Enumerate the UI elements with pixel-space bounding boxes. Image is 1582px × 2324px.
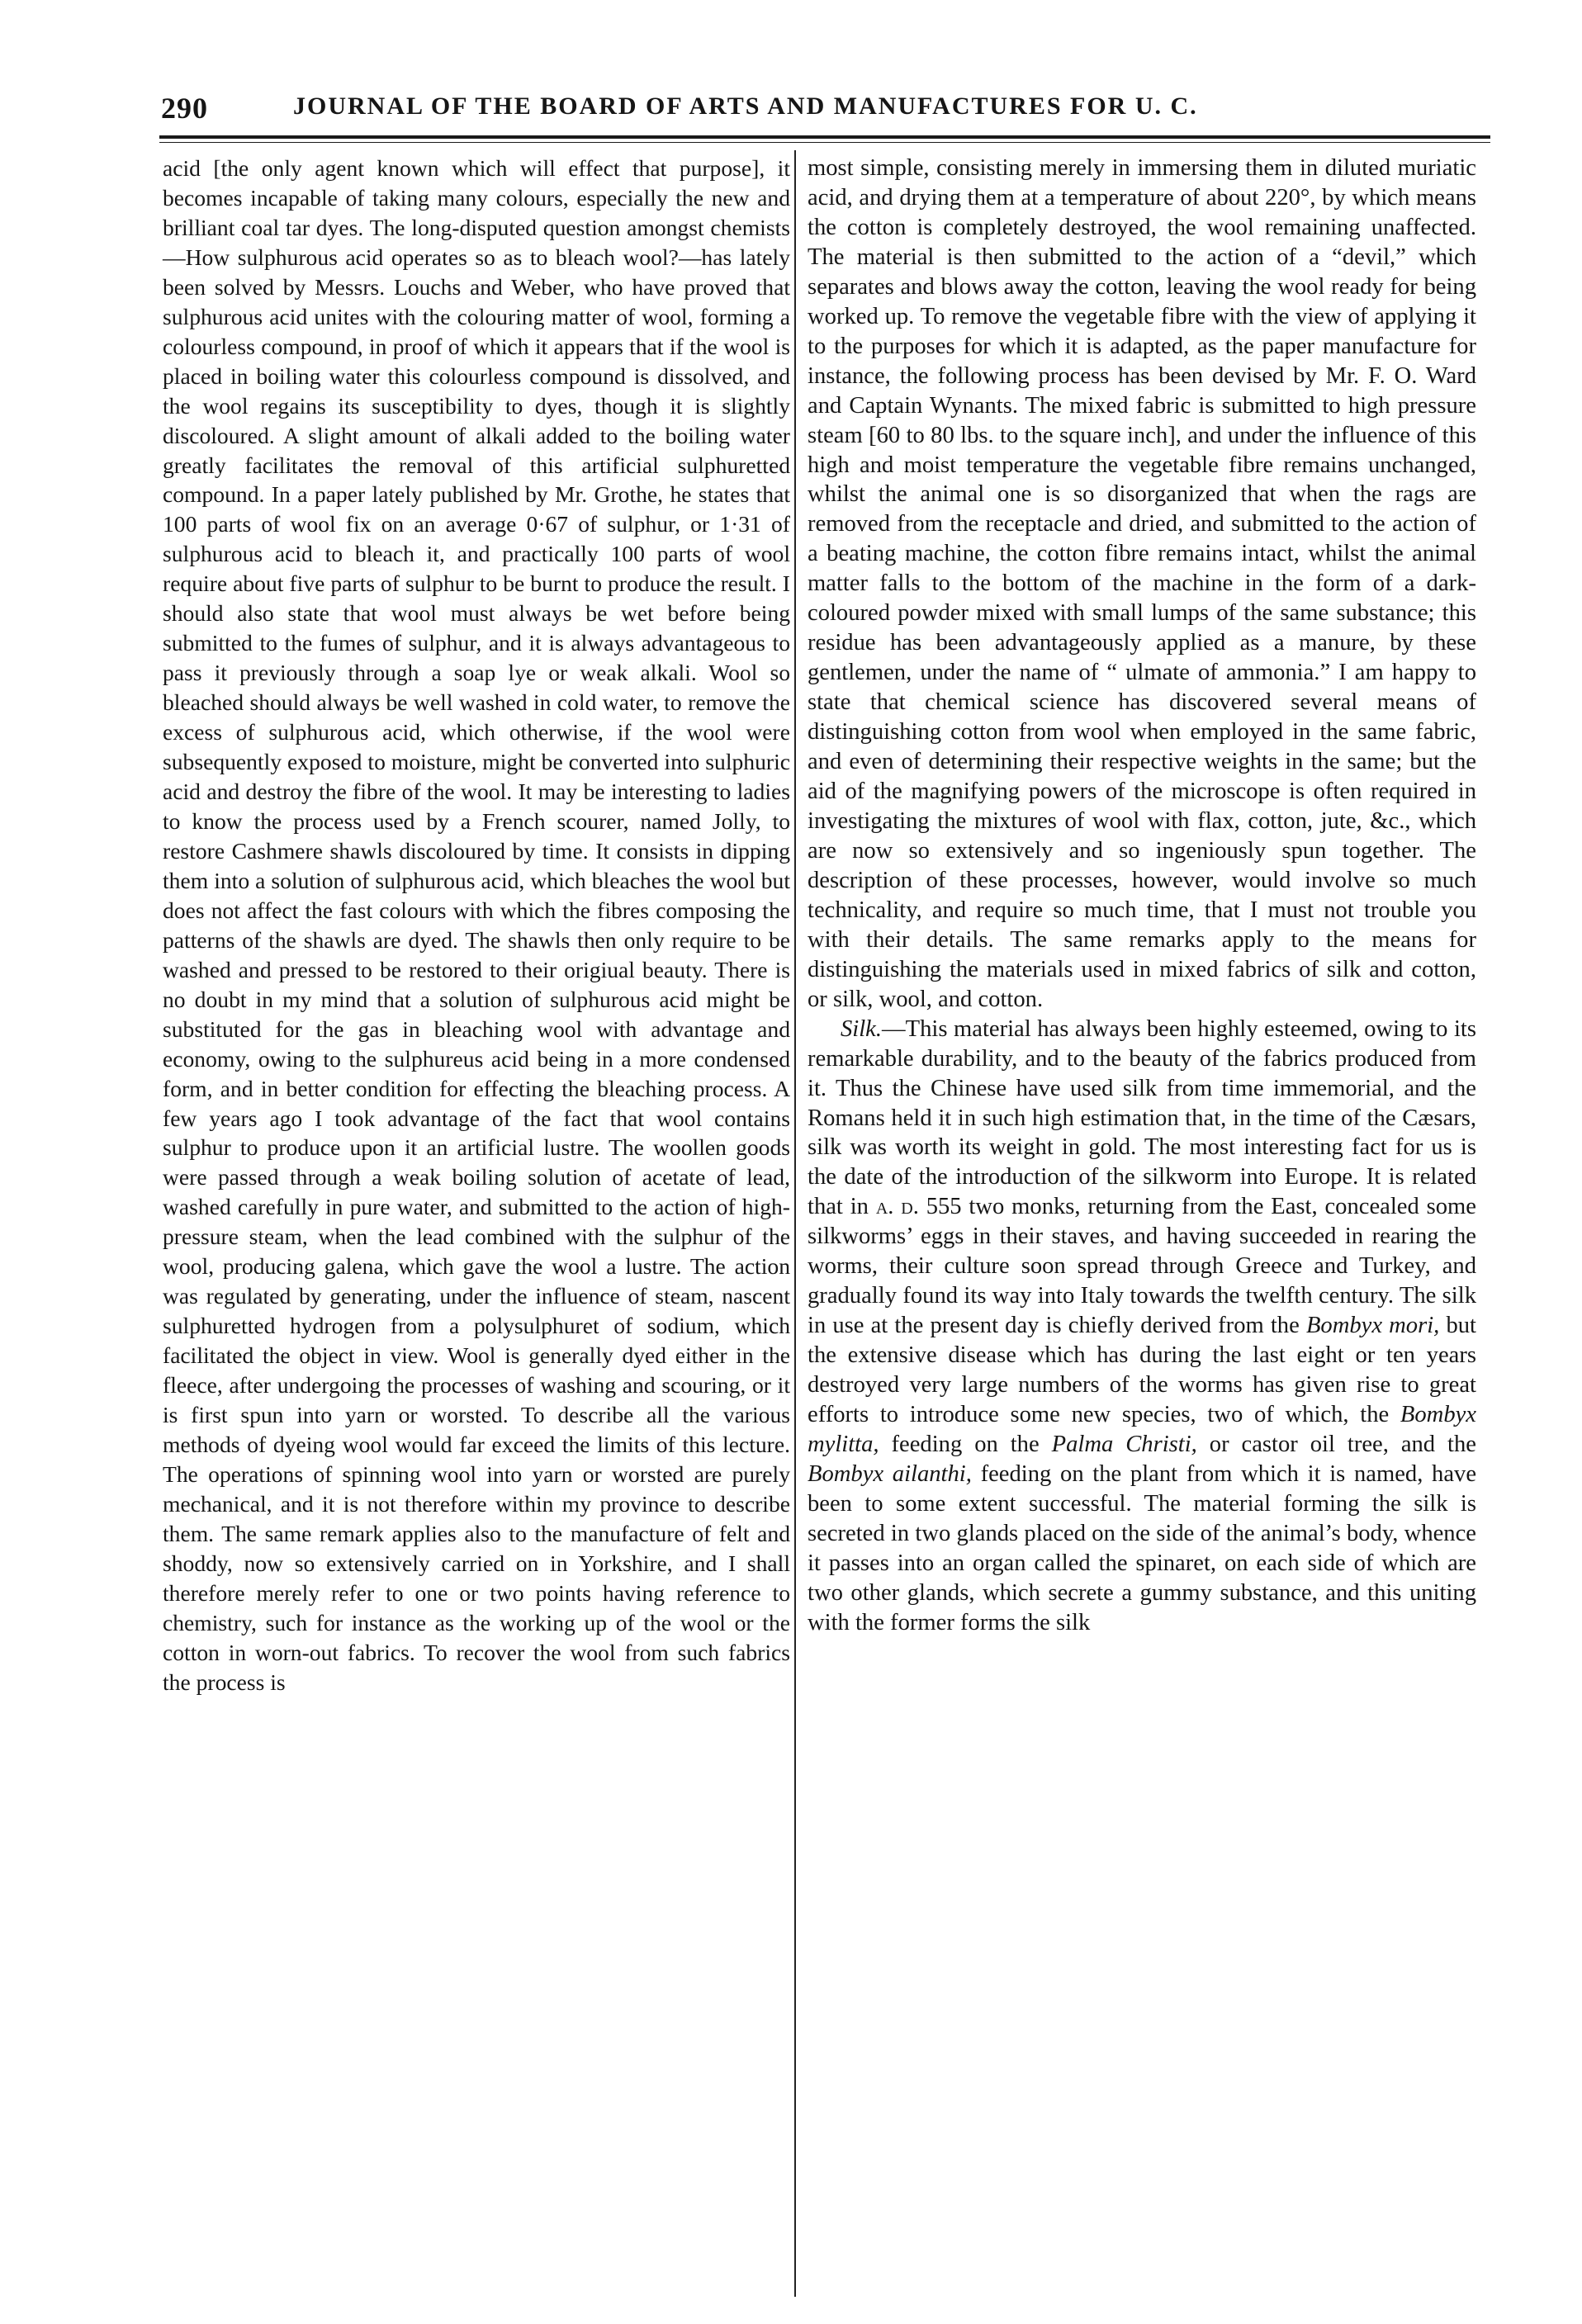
species-bombyx-ailanthi: Bombyx ailanthi,	[808, 1460, 972, 1487]
silk-text-a: —This material has always been highly esteemed, owing to its remarkable durability, and to the beauty of the fabrics produced from it. Thus the Chinese have used silk from time immemorial, and the Romans held it in such high estimation that, in the time of the Cæsars, silk was worth its weight in gold. The most interesting fact for us is the date of the introduction of the silkworm into Europe. It is related that in	[808, 1015, 1476, 1220]
header-rule-thick	[159, 135, 1490, 139]
right-column	[808, 154, 1476, 1638]
species-bombyx-mylitta: Bombyx mylitta,	[808, 1402, 1476, 1457]
left-column	[163, 154, 790, 1697]
right-paragraph-silk	[808, 1015, 1476, 1638]
silk-text-c: but the extensive disease which has during the last eight or ten years destroyed very large numbers of the worms has given rise to great efforts to introduce some new species, two of which, the	[808, 1313, 1476, 1428]
anno-domini: a. d.	[875, 1194, 919, 1220]
silk-text-e: or castor oil tree, and the	[1196, 1431, 1476, 1457]
header-rule-thin	[159, 142, 1490, 143]
plant-palma-christi: Palma Christi,	[1051, 1431, 1197, 1457]
journal-title: JOURNAL OF THE BOARD OF ARTS AND MANUFACTURES FOR U. C.	[293, 92, 1198, 120]
silk-text-d: feeding on the	[879, 1431, 1052, 1457]
right-paragraph-1: most simple, consisting merely in immersing them in diluted muriatic acid, and drying them at a temperature of about 220°, by which means the cotton is completely destroyed, the wool remaining unaffected. The material is then submitted to the action of a “devil,” which separates and blows away the cotton, leaving the wool ready for being worked up. To remove the vegetable fibre with the view of applying it to the purposes for which it is adapted, as the paper manufacture for instance, the following process has been devised by Mr. F. O. Ward and Captain Wynants. The mixed fabric is submitted to high pressure steam [60 to 80 lbs. to the square inch], and under the influence of this high and moist temperature the vegetable fibre remains unchanged, whilst the animal one is so disorganized that when the rags are removed from the receptacle and dried, and submitted to the action of a beating machine, the cotton fibre remains intact, whilst the animal matter falls to the bottom of the machine in the form of a dark-coloured powder mixed with small lumps of the same substance; this residue has been advantageously applied as a manure, by these gentlemen, under the name of “ ulmate of ammonia.” I am happy to state that chemical science has discovered several means of distinguishing cotton from wool when employed in the same fabric, and even of determining their respective weights in the same; but the aid of the magnifying powers of the microscope is often required in investigating the mixtures of wool with flax, cotton, jute, &c., which are now so extensively and so ingeniously spun together. The description of these processes, however, would involve so much technicality, and require so much time, that I must not trouble you with their details. The same remarks apply to the means for distinguishing the materials used in mixed fabrics of silk and cotton, or silk, wool, and cotton.	[808, 155, 1476, 1012]
silk-text-b: 555 two monks, returning from the East, concealed some silkworms’ eggs in their staves, and having succeeded in rearing the worms, their culture soon spread through Greece and Turkey, and gradually found its way into Italy towards the twelfth century. The silk in use at the present day is chiefly derived from the	[808, 1194, 1476, 1339]
silk-text-f: feeding on the plant from which it is named, have been to some extent successful. The material forming the silk is secreted in two glands placed on the side of the animal’s body, whence it passes into an organ called the spinaret, on each side of which are two other glands, which secrete a gummy substance, and this uniting with the former forms the silk	[808, 1460, 1477, 1635]
column-divider	[794, 150, 796, 2297]
running-head	[0, 83, 1582, 132]
species-bombyx-mori: Bombyx mori,	[1305, 1313, 1440, 1339]
silk-section-heading: Silk.	[841, 1015, 883, 1042]
left-paragraph-1: acid [the only agent known which will effect that purpose], it becomes incapable of taking many colours, especially the new and brilliant coal tar dyes. The long-disputed question amongst chemists—How sulphurous acid operates so as to bleach wool?—has lately been solved by Messrs. Louchs and Weber, who have proved that sulphurous acid unites with the colouring matter of wool, forming a colourless compound, in proof of which it appears that if the wool is placed in boiling water this colourless compound is dissolved, and the wool regains its susceptibility to dyes, though it is slightly discoloured. A slight amount of alkali added to the boiling water greatly facilitates the removal of this artificial sulphuretted compound. In a paper lately published by Mr. Grothe, he states that 100 parts of wool fix on an average 0·67 of sulphur, or 1·31 of sulphurous acid to bleach it, and practically 100 parts of wool require about five parts of sulphur to be burnt to produce the result. I should also state that wool must always be wet before being submitted to the fumes of sulphur, and it is always advantageous to pass it previously through a soap lye or weak alkali. Wool so bleached should always be well washed in cold water, to remove the excess of sulphurous acid, which otherwise, if the wool were subsequently exposed to moisture, might be converted into sulphuric acid and destroy the fibre of the wool. It may be interesting to ladies to know the process used by a French scourer, named Jolly, to restore Cashmere shawls discoloured by time. It consists in dipping them into a solution of sulphurous acid, which bleaches the wool but does not affect the fast colours with which the fibres composing the patterns of the shawls are dyed. The shawls then only require to be washed and pressed to be restored to their origiual beauty. There is no doubt in my mind that a solution of sulphurous acid might be substituted for the gas in bleaching wool with advantage and economy, owing to the sulphureus acid being in a more condensed form, and in better condition for effecting the bleaching process. A few years ago I took advantage of the fact that wool contains sulphur to produce upon it an artificial lustre. The woollen goods were passed through a weak boiling solution of acetate of lead, washed carefully in pure water, and submitted to the action of high-pressure steam, when the lead combined with the sulphur of the wool, producing galena, which gave the wool a lustre. The action was regulated by generating, under the influence of steam, nascent sulphuretted hydrogen from a polysulphuret of sodium, which facilitated the object in view. Wool is generally dyed either in the fleece, after undergoing the processes of washing and scouring, or it is first spun into yarn or worsted. To describe all the various methods of dyeing wool would far exceed the limits of this lecture. The operations of spinning wool into yarn or worsted are purely mechanical, and it is not therefore within my province to describe them. The same remark applies also to the manufacture of felt and shoddy, now so extensively carried on in Yorkshire, and I shall therefore merely refer to one or two points having reference to chemistry, such for instance as the working up of the wool or the cotton in worn-out fabrics. To recover the wool from such fabrics the process is	[163, 155, 790, 1695]
page-number: 290	[161, 92, 208, 125]
